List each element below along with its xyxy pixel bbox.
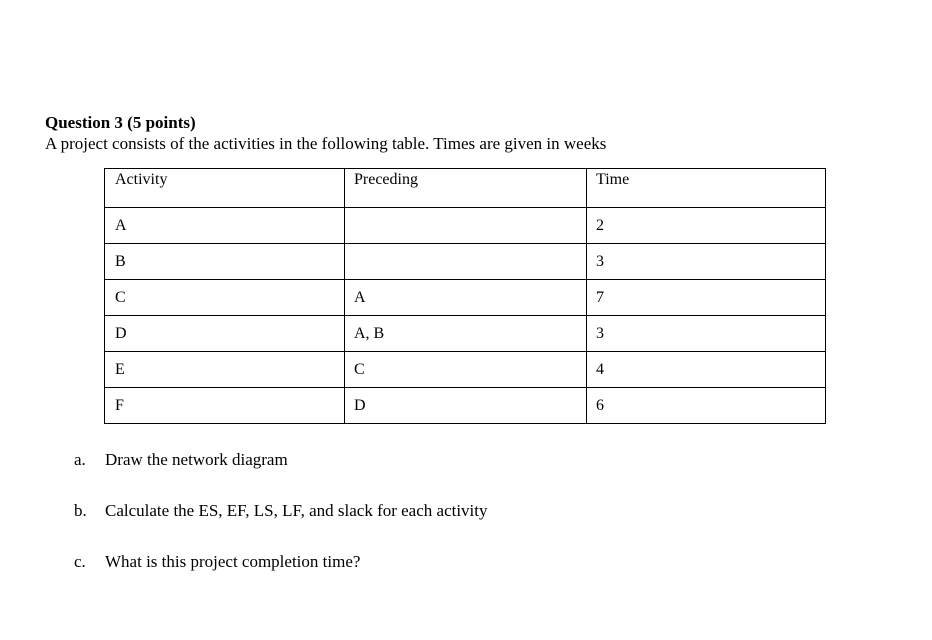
cell-activity: C xyxy=(105,280,345,316)
cell-preceding: A, B xyxy=(345,316,587,352)
cell-time: 7 xyxy=(587,280,826,316)
table-row xyxy=(105,316,826,352)
table-row xyxy=(105,388,826,424)
table-row xyxy=(105,280,826,316)
activity-table xyxy=(104,168,826,424)
question-intro: A project consists of the activities in the following table. Times are given in weeks xyxy=(45,134,607,153)
subquestion-text: Calculate the ES, EF, LS, LF, and slack for each activity xyxy=(105,501,488,520)
subquestion-marker: c. xyxy=(74,552,86,571)
cell-activity: A xyxy=(105,208,345,244)
header-time: Time xyxy=(587,169,826,208)
cell-time: 4 xyxy=(587,352,826,388)
cell-time: 3 xyxy=(587,316,826,352)
header-preceding: Preceding xyxy=(345,169,587,208)
cell-activity: F xyxy=(105,388,345,424)
cell-preceding: A xyxy=(345,280,587,316)
cell-time: 6 xyxy=(587,388,826,424)
table-header-row xyxy=(105,169,826,208)
subquestion-c xyxy=(74,552,360,572)
cell-preceding: C xyxy=(345,352,587,388)
cell-preceding xyxy=(345,244,587,280)
table-row xyxy=(105,244,826,280)
cell-activity: E xyxy=(105,352,345,388)
cell-activity: B xyxy=(105,244,345,280)
cell-preceding: D xyxy=(345,388,587,424)
subquestion-text: Draw the network diagram xyxy=(105,450,288,469)
cell-time: 2 xyxy=(587,208,826,244)
cell-activity: D xyxy=(105,316,345,352)
subquestion-marker: b. xyxy=(74,501,87,520)
subquestion-a xyxy=(74,450,288,470)
question-title: Question 3 (5 points) xyxy=(45,113,196,132)
cell-preceding xyxy=(345,208,587,244)
table-row xyxy=(105,208,826,244)
subquestion-b xyxy=(74,501,488,521)
cell-time: 3 xyxy=(587,244,826,280)
subquestion-marker: a. xyxy=(74,450,86,469)
table-row xyxy=(105,352,826,388)
subquestion-text: What is this project completion time? xyxy=(105,552,361,571)
header-activity: Activity xyxy=(105,169,345,208)
